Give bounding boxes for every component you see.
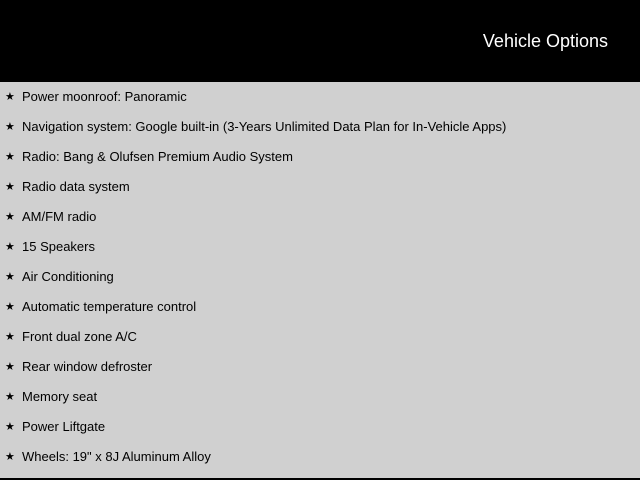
star-icon: ★ — [5, 91, 15, 103]
option-item — [0, 232, 640, 262]
star-icon: ★ — [5, 451, 15, 463]
star-icon: ★ — [5, 151, 15, 163]
star-icon: ★ — [5, 361, 15, 373]
option-label: Radio data system — [22, 179, 130, 194]
option-item — [0, 142, 640, 172]
option-label: AM/FM radio — [22, 209, 97, 224]
option-item — [0, 172, 640, 202]
option-label: Air Conditioning — [22, 269, 114, 284]
option-label: Front dual zone A/C — [22, 329, 137, 344]
page-title: Vehicle Options — [482, 31, 608, 51]
option-label: 15 Speakers — [22, 239, 95, 254]
star-icon: ★ — [5, 421, 15, 433]
option-item — [0, 112, 640, 142]
option-item — [0, 202, 640, 232]
option-label: Memory seat — [22, 389, 98, 404]
star-icon: ★ — [5, 241, 15, 253]
option-label: Power moonroof: Panoramic — [22, 89, 187, 104]
star-icon: ★ — [5, 391, 15, 403]
option-item — [0, 322, 640, 352]
option-item — [0, 82, 640, 112]
option-item — [0, 412, 640, 442]
vehicle-options-panel — [0, 82, 640, 480]
option-item — [0, 292, 640, 322]
star-icon: ★ — [5, 301, 15, 313]
option-label: Automatic temperature control — [22, 299, 197, 314]
star-icon: ★ — [5, 331, 15, 343]
option-item — [0, 382, 640, 412]
star-icon: ★ — [5, 211, 15, 223]
option-item — [0, 262, 640, 292]
page-header — [0, 0, 640, 82]
option-label: Navigation system: Google built-in (3-Years Unlimited Data Plan for In-Vehicle Apps) — [22, 119, 507, 134]
option-label: Wheels: 19" x 8J Aluminum Alloy — [22, 449, 211, 464]
option-label: Power Liftgate — [22, 419, 106, 434]
option-label: Rear window defroster — [22, 359, 153, 374]
star-icon: ★ — [5, 271, 15, 283]
star-icon: ★ — [5, 181, 15, 193]
option-item — [0, 442, 640, 472]
star-icon: ★ — [5, 121, 15, 133]
option-label: Radio: Bang & Olufsen Premium Audio System — [22, 149, 293, 164]
option-item — [0, 352, 640, 382]
